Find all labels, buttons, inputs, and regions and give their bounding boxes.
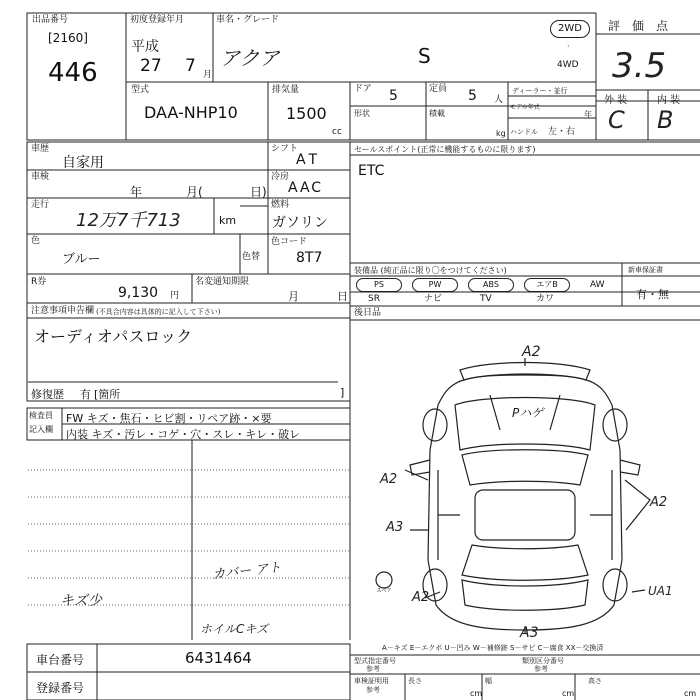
repair-place: [箇所 [94, 388, 121, 401]
rating-value: 3.5 [612, 46, 667, 86]
doors-label: ドア [354, 84, 372, 94]
car-name: アクア [220, 46, 280, 70]
inspection-label: 車検 [31, 172, 50, 182]
registration-label: 登録番号 [36, 681, 85, 695]
color-value: ブルー [62, 252, 101, 267]
recycle-label: R券 [31, 277, 47, 287]
category-label: 類別区分番号 [522, 657, 564, 665]
shift-label: シフト [271, 144, 299, 154]
width-label: 幅 [485, 677, 492, 685]
handle-value: 左・右 [548, 127, 576, 137]
after-fit-label: 後日品 [354, 308, 382, 318]
year-unit: 年 [584, 110, 592, 119]
fuel-label: 燃料 [271, 200, 290, 210]
equip-leather: カワ [536, 294, 555, 304]
color-code-value: 8T7 [296, 250, 323, 266]
equip-sr: SR [368, 294, 380, 304]
car-name-label: 車名・グレード [216, 15, 280, 25]
width-unit: cm [562, 689, 575, 698]
notes-text: オーディオパスロック [34, 327, 193, 346]
height-label: 高さ [588, 677, 602, 685]
repair-label: 修復歴 [31, 388, 64, 401]
kg-unit: kg [496, 129, 506, 138]
cert-label: 車検証明用 [354, 677, 389, 685]
ac-value: AAC [288, 180, 324, 196]
mark-left-wheel: A2 [412, 590, 430, 605]
transfer-label: 名変通知期限 [195, 277, 250, 287]
mark-right: A2 [650, 495, 668, 510]
handle-label: ハンドル [510, 128, 538, 136]
designation-reference: 参考 [366, 665, 380, 673]
equipment-label: 装備品 (純正品に限り〇をつけてください) [354, 266, 507, 275]
model-label: 型式 [131, 85, 150, 95]
ac-label: 冷房 [271, 172, 290, 182]
recycle-value: 9,130 [118, 285, 159, 301]
handwritten-wheel-note: ホイルCキズ [200, 622, 269, 636]
notes-label-note: (不具合内容は具体的に記入して下さい) [96, 308, 221, 316]
model-code: DAA-NHP10 [144, 103, 238, 122]
mark-front: A2 [522, 344, 541, 360]
handwritten-scratch-note: キズ少 [60, 593, 102, 609]
lot-number: 446 [48, 58, 98, 88]
length-unit: cm [470, 689, 483, 698]
damage-legend: A－キズ E－エクボ U－凹み W－補修跡 S－サビ C－腐食 XX－交換済 [382, 644, 604, 652]
shift-value: AT [296, 152, 322, 168]
seats-label: 定員 [429, 84, 448, 94]
inspector-row-2: 内装 キズ・汚レ・コゲ・穴・スレ・キレ・破レ [66, 428, 301, 441]
repair-value: 有 [80, 388, 91, 401]
interior-grade: B [657, 106, 674, 134]
doors: 5 [389, 88, 398, 104]
repair-bracket: ] [340, 386, 345, 399]
notes-label: 注意事項申告欄 [31, 306, 95, 316]
exterior-grade: C [608, 106, 625, 134]
usage-value: 自家用 [62, 155, 104, 171]
transfer-month: 月 [288, 290, 299, 303]
equip-airbag: エアB [524, 278, 570, 292]
cert-reference: 参考 [366, 686, 380, 694]
equip-pw: PW [412, 278, 458, 292]
reg-year: 27 [140, 56, 162, 76]
inspection-day: 日) [250, 185, 267, 199]
exterior-label: 外 装 [604, 95, 628, 106]
chassis-number: 6431464 [185, 649, 252, 667]
mark-rear: A3 [520, 625, 539, 641]
usage-label: 車歴 [31, 144, 50, 154]
mark-right-wheel: UA1 [648, 584, 673, 598]
drive-4wd: 4WD [557, 60, 579, 70]
dealer-label: ディーラー・並行 [512, 87, 568, 95]
lot-code: [2160] [48, 31, 88, 45]
color-change-label: 色替 [242, 252, 261, 262]
mark-left-front: A2 [380, 472, 398, 487]
inspection-month: 月( [186, 185, 203, 199]
km-unit: km [219, 214, 237, 227]
car-damage-diagram [350, 330, 700, 650]
equip-tv: TV [480, 294, 492, 304]
inspector-row-1: FW キズ・焦石・ヒビ割・リペア跡・×要 [66, 412, 272, 425]
drive-2wd: 2WD [550, 20, 590, 38]
designation-label: 型式指定番号 [354, 657, 396, 665]
category-reference: 参考 [534, 665, 548, 673]
seats-unit: 人 [494, 95, 504, 105]
equip-navi: ナビ [424, 294, 443, 304]
handwritten-cover-note: カバー アト [211, 560, 282, 583]
month-unit: 月 [203, 70, 213, 80]
reg-month: 7 [185, 56, 196, 76]
spare-label: スペア [376, 588, 392, 594]
recycle-unit: 円 [170, 291, 180, 301]
mark-left-rear: A3 [386, 520, 404, 535]
color-label: 色 [31, 236, 41, 246]
shape-label: 形状 [354, 109, 370, 118]
inspector-label-2: 記入欄 [29, 425, 53, 434]
color-code-label: 色コード [271, 237, 308, 247]
sales-points-text: ETC [358, 163, 385, 179]
drive-dot: · [567, 42, 570, 51]
cc-unit: cc [332, 127, 342, 137]
load-label: 積載 [429, 109, 445, 118]
mark-hood: Pハゲ [512, 406, 544, 420]
warranty-value: 有・無 [636, 288, 669, 301]
chassis-label: 車台番号 [36, 653, 85, 667]
era: 平成 [131, 39, 159, 55]
height-unit: cm [684, 689, 697, 698]
mileage-label: 走行 [31, 200, 50, 210]
equip-aw: AW [590, 280, 605, 290]
interior-label: 内 装 [657, 95, 681, 106]
model-year-label: モデル年式 [510, 104, 540, 111]
lot-label: 出品番号 [32, 15, 69, 25]
length-label: 長さ [408, 677, 422, 685]
mileage-value: 12万7千713 [76, 210, 181, 231]
displacement-label: 排気量 [272, 85, 300, 95]
rating-label: 評 価 点 [608, 19, 669, 33]
transfer-day: 日 [337, 290, 348, 303]
fuel-value: ガソリン [272, 215, 328, 231]
inspector-label-1: 検査員 [29, 411, 53, 420]
grade: S [418, 44, 431, 68]
displacement: 1500 [286, 104, 327, 123]
inspection-year: 年 [130, 185, 143, 199]
sales-points-label: セールスポイント(正常に機能するものに限ります) [354, 145, 536, 154]
first-reg-label: 初度登録年月 [130, 15, 185, 25]
equip-abs: ABS [468, 278, 514, 292]
warranty-label: 新車保証書 [628, 266, 663, 274]
equip-ps: PS [356, 278, 402, 292]
seats: 5 [468, 88, 477, 104]
